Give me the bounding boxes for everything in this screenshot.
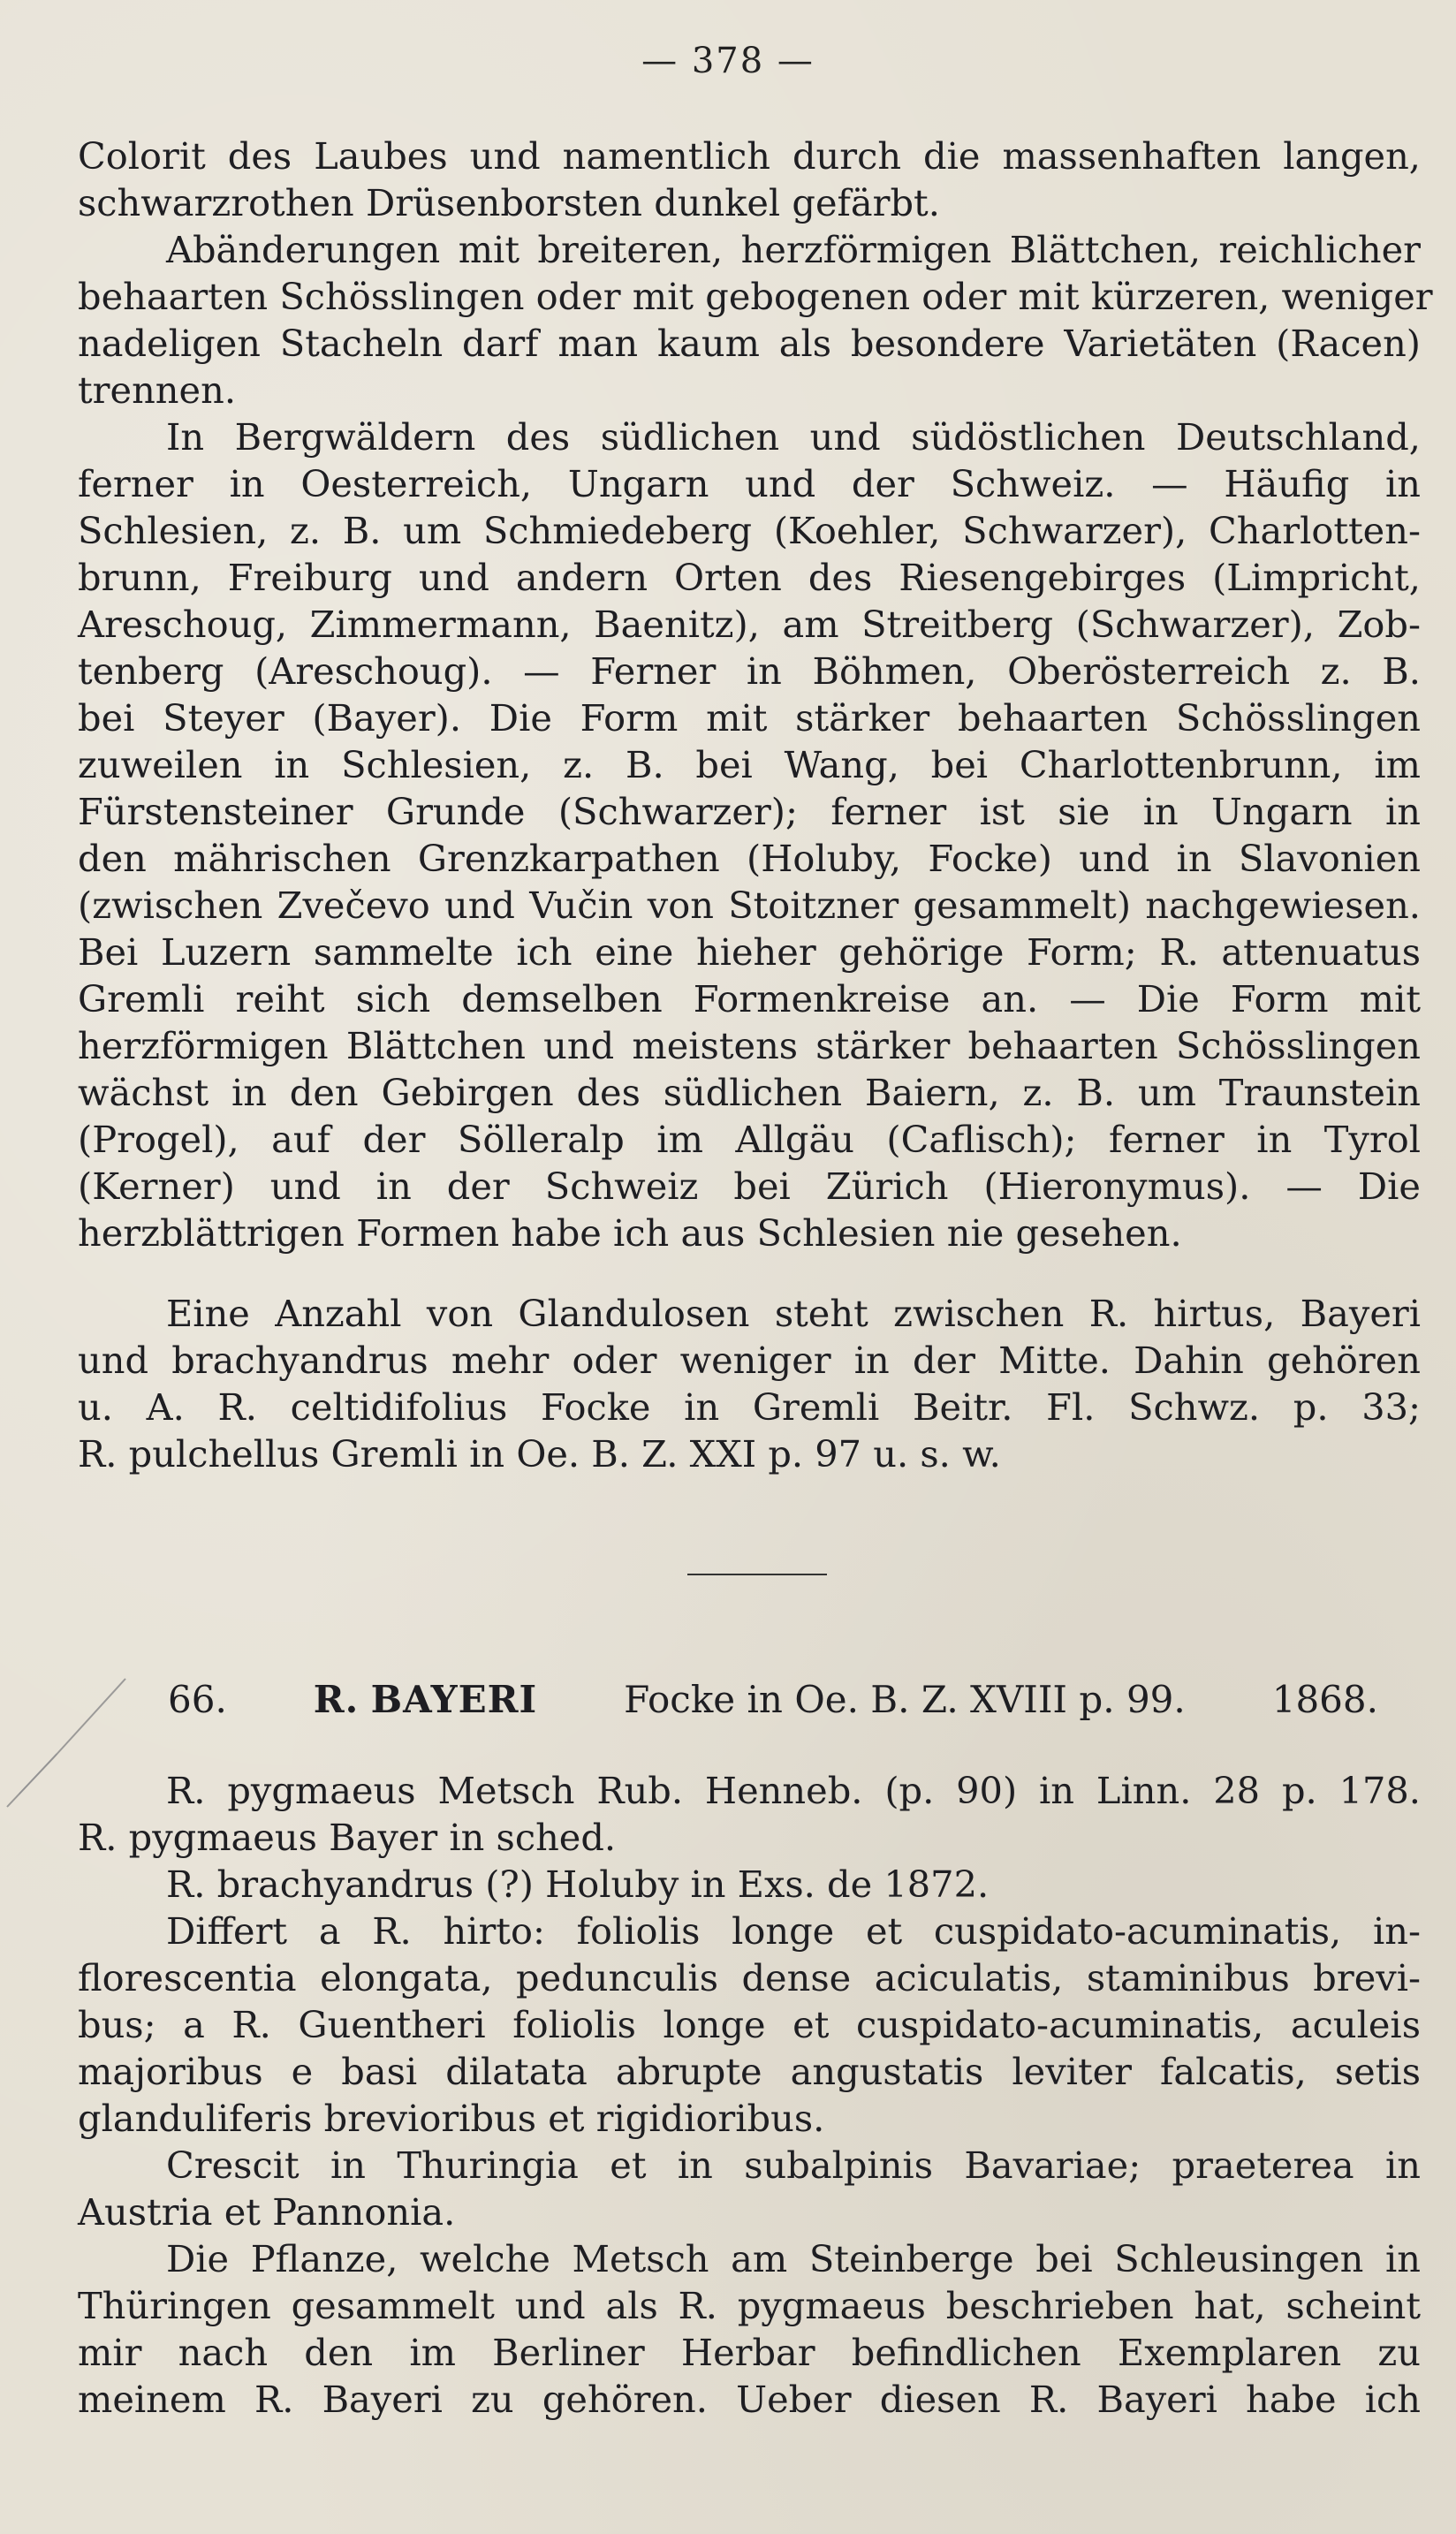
text-line: schwarzrothen Drüsenborsten dunkel gefärbt. xyxy=(78,181,940,224)
species-citation: Focke in Oe. B. Z. XVIII p. 99. xyxy=(624,1678,1186,1721)
paragraph-distribution xyxy=(78,413,1421,1256)
paragraph-continuation xyxy=(78,133,1421,226)
genus-abbrev: R. xyxy=(313,1678,360,1721)
text-line: u. A. R. celtidifolius Focke in Gremli Beitr. Fl. Schwz. p. 33; xyxy=(78,1385,1421,1429)
synonym-list xyxy=(78,1767,1421,1908)
text-line: (Kerner) und in der Schweiz bei Zürich (Hieronymus). — Die xyxy=(78,1165,1421,1208)
species-heading xyxy=(168,1673,1378,1726)
paragraph-habitat xyxy=(78,2142,1421,2235)
text-line: herzförmigen Blättchen und meistens stärker behaarten Schösslingen xyxy=(78,1024,1421,1067)
text-line: florescentia elongata, pedunculis dense aciculatis, staminibus brevi- xyxy=(78,1956,1421,1999)
text-line: majoribus e basi dilatata abrupte angustatis leviter falcatis, setis xyxy=(78,2050,1421,2093)
text-line: In Bergwäldern des südlichen und südöstlichen Deutschland, xyxy=(166,415,1421,459)
text-line: Differt a R. hirto: foliolis longe et cuspidato-acuminatis, in- xyxy=(166,1909,1421,1953)
text-line: (zwischen Zvečevo und Vučin von Stoitzner gesammelt) nachgewiesen. xyxy=(78,884,1421,927)
paragraph-diagnosis xyxy=(78,1908,1421,2142)
text-line: Thüringen gesammelt und als R. pygmaeus beschrieben hat, scheint xyxy=(78,2284,1421,2327)
synonym-line: R. pygmaeus Bayer in sched. xyxy=(78,1816,617,1859)
text-line: tenberg (Areschoug). — Ferner in Böhmen, Oberösterreich z. B. xyxy=(78,649,1421,693)
text-line: den mährischen Grenzkarpathen (Holuby, Focke) und in Slavonien xyxy=(78,837,1421,880)
section-separator xyxy=(687,1574,827,1575)
text-line: Colorit des Laubes und namentlich durch die massenhaften langen, xyxy=(78,134,1421,178)
species-name xyxy=(314,1673,537,1726)
text-line: nadeligen Stacheln darf man kaum als besondere Varietäten (Racen) xyxy=(78,322,1421,365)
text-line: glanduliferis brevioribus et rigidioribus. xyxy=(78,2097,825,2140)
text-line: wächst in den Gebirgen des südlichen Baiern, z. B. um Traunstein xyxy=(78,1071,1421,1114)
text-line: Fürstensteiner Grunde (Schwarzer); ferner ist sie in Ungarn in xyxy=(78,790,1421,833)
text-line: meinem R. Bayeri zu gehören. Ueber diesen R. Bayeri habe ich xyxy=(78,2378,1421,2421)
text-line: Austria et Pannonia. xyxy=(78,2190,456,2234)
text-line: zuweilen in Schlesien, z. B. bei Wang, bei Charlottenbrunn, im xyxy=(78,743,1421,786)
text-line: bei Steyer (Bayer). Die Form mit stärker behaarten Schösslingen xyxy=(78,696,1421,740)
species-year: 1868. xyxy=(1271,1678,1378,1721)
synonym-line: R. pygmaeus Metsch Rub. Henneb. (p. 90) in Linn. 28 p. 178. xyxy=(166,1769,1421,1812)
text-line: behaarten Schösslingen oder mit gebogenen oder mit kürzeren, weniger xyxy=(78,275,1433,318)
text-line: Gremli reiht sich demselben Formenkreise an. — Die Form mit xyxy=(78,977,1421,1020)
text-line: Die Pflanze, welche Metsch am Steinberge bei Schleusingen in xyxy=(166,2237,1421,2280)
paragraph-metsch xyxy=(78,2235,1421,2423)
text-line: herzblättrigen Formen habe ich aus Schlesien nie gesehen. xyxy=(78,1211,1182,1255)
species-epithet: BAYERI xyxy=(370,1678,538,1721)
text-line: brunn, Freiburg und andern Orten des Riesengebirges (Limpricht, xyxy=(78,556,1421,599)
paragraph-varieties xyxy=(78,226,1433,413)
text-line: R. pulchellus Gremli in Oe. B. Z. XXI p. 97 u. s. w. xyxy=(78,1432,1001,1476)
species-number: 66. xyxy=(168,1678,227,1721)
paragraph-glandulosen xyxy=(78,1290,1421,1477)
text-line: und brachyandrus mehr oder weniger in der Mitte. Dahin gehören xyxy=(78,1339,1421,1382)
page-number: — 378 — xyxy=(641,41,815,81)
text-line: Areschoug, Zimmermann, Baenitz), am Streitberg (Schwarzer), Zob- xyxy=(78,603,1421,646)
text-line: Schlesien, z. B. um Schmiedeberg (Koehler, Schwarzer), Charlotten- xyxy=(78,509,1421,552)
text-line: ferner in Oesterreich, Ungarn und der Schweiz. — Häufig in xyxy=(78,462,1421,505)
synonym-line: R. brachyandrus (?) Holuby in Exs. de 1872. xyxy=(166,1863,990,1906)
text-line: Abänderungen mit breiteren, herzförmigen Blättchen, reichlicher xyxy=(166,228,1421,271)
text-line: Eine Anzahl von Glandulosen steht zwischen R. hirtus, Bayeri xyxy=(166,1292,1421,1335)
text-line: Bei Luzern sammelte ich eine hieher gehörige Form; R. attenuatus xyxy=(78,930,1421,974)
text-line: trennen. xyxy=(78,368,237,412)
text-line: Crescit in Thuringia et in subalpinis Bavariae; praeterea in xyxy=(166,2143,1421,2187)
text-line: bus; a R. Guentheri foliolis longe et cuspidato-acuminatis, aculeis xyxy=(78,2003,1421,2046)
text-line: (Progel), auf der Sölleralp im Allgäu (Caflisch); ferner in Tyrol xyxy=(78,1118,1421,1161)
text-line: mir nach den im Berliner Herbar befindlichen Exemplaren zu xyxy=(78,2331,1421,2374)
